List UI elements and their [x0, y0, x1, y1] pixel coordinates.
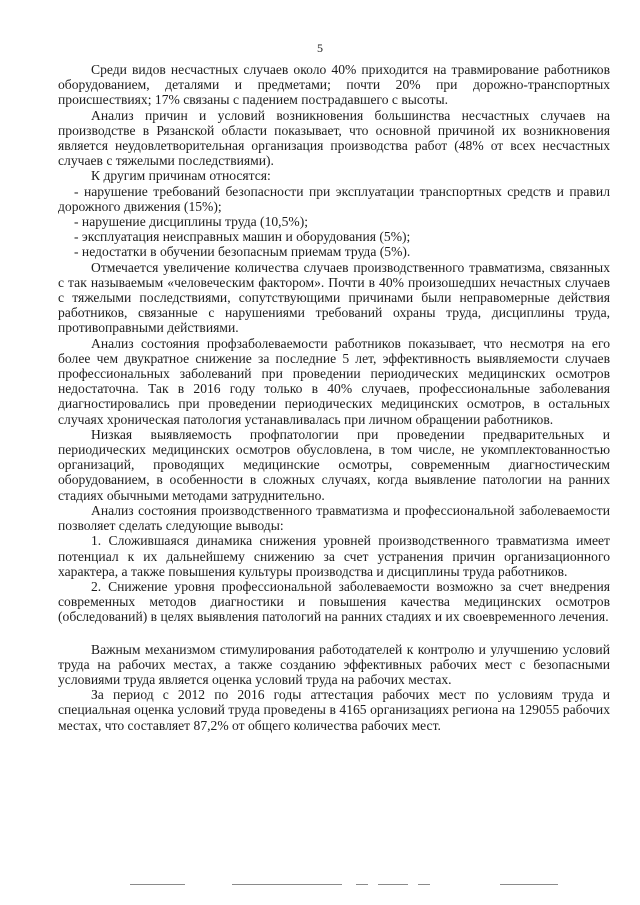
list-item-transport-safety: - нарушение требований безопасности при эксплуатации транспортных средств и правил дорожного движения (15%); [58, 183, 610, 214]
footer-line [356, 884, 368, 885]
paragraph-assessment-statistics: За период с 2012 по 2016 годы аттестация рабочих мест по условиям труда и специальная оценка условий труда проведены в 4165 организациях региона на 129055 рабочих местах, что составляет 87,2% от общего количества рабочих мест. [58, 687, 610, 733]
list-item-training-deficiency: - недостатки в обучении безопасным приемам труда (5%). [74, 244, 411, 260]
footer-line [378, 884, 408, 885]
paragraph-working-conditions-assessment: Важным механизмом стимулирования работодателей к контролю и улучшению условий труда на рабочих местах, а также созданию эффективных рабочих мест с безопасными условиями труда является оценка условий труда на рабочих местах. [58, 641, 610, 687]
paragraph-occupational-disease: Анализ состояния профзаболеваемости работников показывает, что несмотря на его более чем двукратное снижение за последние 5 лет, эффективность выявляемости случаев профессиональных заболеваний при проведении периодических медицинских осмотров недостаточна. Так в 2016 году только в 40% случаев, профессиональные заболевания диагностировались при проведении периодических медицинских осмотров, в остальных случаях хроническая патология устанавливалась при личном обращении работников. [58, 335, 610, 427]
paragraph-human-factor: Отмечается увеличение количества случаев производственного травматизма, связанных с так называемым «человеческим фактором». Почти в 40% произошедших нечастных случаев с тяжелыми последствиями, сопутствующими причинами были неправомерные действия работников, связанные с нарушениями требований охраны труда, дисциплины труда, противоправными действиями. [58, 259, 610, 336]
paragraph-accident-types: Среди видов несчастных случаев около 40% приходится на травмирование работников оборудованием, деталями и предметами; почти 20% при дорожно-транспортных происшествиях; 17% связаны с падением пострадавшего с высоты. [58, 62, 610, 108]
footer-line [500, 884, 558, 885]
footer-scan-lines [0, 880, 640, 890]
paragraph-conclusions-intro: Анализ состояния производственного травматизма и профессиональной заболеваемости позволяет сделать следующие выводы: [58, 502, 610, 534]
paragraph-causes-analysis: Анализ причин и условий возникновения большинства несчастных случаев на производстве в Рязанской области показывает, что основной причиной их возникновения является неудовлетворительная организация производства работ (48% от всех несчастных случаев с тяжелыми последствиями). [58, 107, 610, 169]
conclusion-item-1: 1. Сложившаяся динамика снижения уровней производственного травматизма имеет потенциал к их дальнейшему снижению за счет устранения причин организационного характера, а также повышения культуры производства и дисциплины труда работников. [58, 533, 610, 579]
conclusion-item-2: 2. Снижение уровня профессиональной заболеваемости возможно за счет внедрения современных методов диагностики и повышения качества медицинских осмотров (обследований) в целях выявления патологий на ранних стадиях и их своевременного лечения. [58, 578, 610, 625]
paragraph-low-detection: Низкая выявляемость профпатологии при проведении предварительных и периодических медицинских осмотров обусловлена, в том числе, не укомплектованностью организаций, проводящих медицинские осмотры, современным диагностическим оборудованием, в особенности в сложных случаях, когда выявление патологии на ранних стадиях обычными методами затруднительно. [58, 426, 610, 503]
list-item-faulty-equipment: - эксплуатация неисправных машин и оборудования (5%); [74, 229, 411, 245]
document-body [58, 62, 610, 733]
page-number: 5 [317, 41, 323, 55]
paragraph-other-causes-intro: К другим причинам относятся: [91, 168, 271, 184]
footer-line [232, 884, 342, 885]
footer-line [130, 884, 185, 885]
footer-line [418, 884, 430, 885]
paragraph-gap [58, 625, 610, 642]
list-item-labor-discipline: - нарушение дисциплины труда (10,5%); [74, 214, 309, 230]
